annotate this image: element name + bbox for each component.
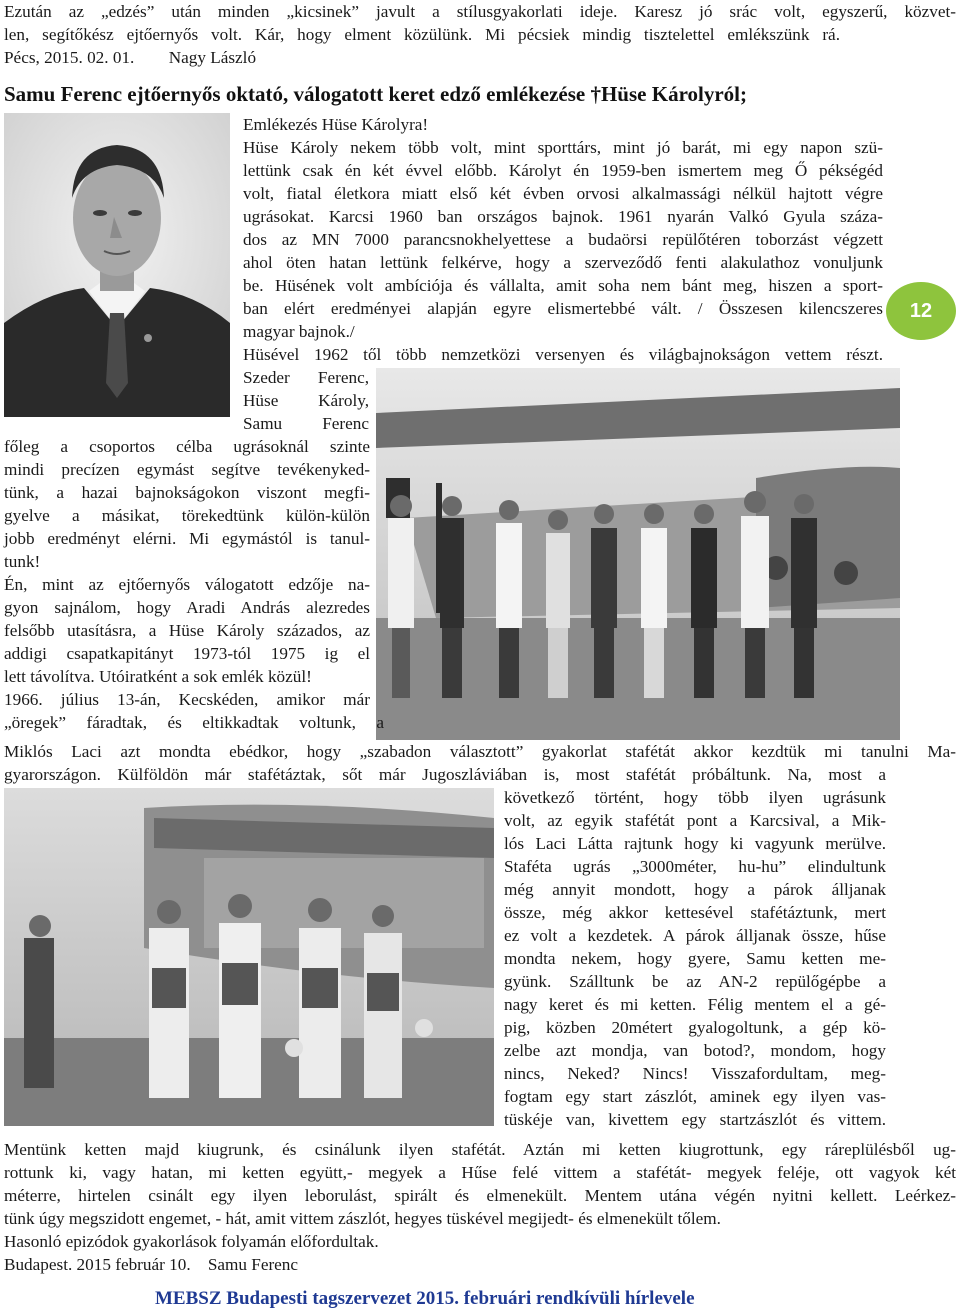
text-line: 1966. július 13-án, Kecskéden, amikor már [4, 690, 370, 709]
text-line: tünk úgy megszidott engemet, - hát, amit vittem zászlót, hegyes tüskével megijedt- és elmenekült tőlem. [4, 1209, 721, 1228]
text-line: lett távolítva. Utóiratként a sok emlék közül! [4, 667, 312, 686]
text-line: Szeder Ferenc, [243, 368, 369, 387]
text-line: gyelve a másikat, törekedtünk külön-külön [4, 506, 370, 525]
text-line: addigi csapatkapitányt 1973-tól 1975 ig el [4, 644, 370, 663]
text-line: főleg a csoportos célba ugrásoknál szinte [4, 437, 370, 456]
text-line: jobb eredményt elérni. Mi egymástól is tanul- [4, 529, 370, 548]
group-photo-airplane [376, 368, 900, 740]
text-line: Hüsével 1962 től több nemzetközi versenyen és világbajnokságon vettem részt. [243, 345, 883, 364]
text-line: gyon sajnálom, hogy Aradi András alezredes [4, 598, 370, 617]
intro-line: Ezután az „edzés” után minden „kicsinek” javult a stílusgyakorlati ideje. Karesz jó srác volt, egyszerű, közvet- [4, 2, 956, 21]
text-line: tüskéje van, kivettem egy startzászlót és vittem. [504, 1110, 886, 1129]
text-line: Staféta ugrás „3000méter, hu-hu” elindultunk [504, 857, 886, 876]
page-number-badge: 12 [886, 282, 956, 340]
text-line: pig, közben 20métert gyalogoltunk, a gép kö- [504, 1018, 886, 1037]
newsletter-footer: MEBSZ Budapesti tagszervezet 2015. februári rendkívüli hírlevele [155, 1288, 695, 1309]
text-line: Hasonló epizódok gyakorlások folyamán előfordultak. [4, 1232, 379, 1251]
text-line: következő történt, hogy több ilyen ugrásunk [504, 788, 886, 807]
text-line: ahol öten hatan lettünk felkérve, hogy a szerveződő fenti alakulathoz vonuljunk [243, 253, 883, 272]
portrait-photo [4, 113, 230, 417]
text-line: Samu Ferenc [243, 414, 369, 433]
text-line: Hüse Károly nekem több volt, mint sporttárs, mint jó barát, mi egy napon szü- [243, 138, 883, 157]
intro-line: len, segítőkész ejtőernyős volt. Kár, hogy elment közülünk. Mi pécsiek mindig tisztelettel emlékszünk rá. [4, 25, 840, 44]
text-line: méterre, hirtelen csinált egy ilyen leborulást, spirált és elmenekült. Mentem utána végén nyitni kellett. Leérkez- [4, 1186, 956, 1205]
text-line: mindi precízen egymást segítve tevékenyked- [4, 460, 370, 479]
text-line: lós Laci Látta rajtunk hogy ki vagyunk merülve. [504, 834, 886, 853]
text-line: Mentünk ketten majd kiugrunk, és csinálunk ilyen stafétát. Aztán mi ketten kiugrottunk, egy ráreplülésből ug- [4, 1140, 956, 1159]
text-line: „öregek” fáradtak, és eltikkadtak voltunk, a [4, 713, 384, 732]
text-line: Emlékezés Hüse Károlyra! [243, 115, 429, 134]
text-line: még annyit mondott, hogy a párok álljanak [504, 880, 886, 899]
text-line: nincs, Neked? Nincs! Visszafordultam, meg- [504, 1064, 886, 1083]
text-line: ez volt a kezdetek. A párok álljanak össze, hűse [504, 926, 886, 945]
text-line: volt, fiatal életkora miatt első két évben orvosi alkalmassági nélkül hajtott végre [243, 184, 883, 203]
text-line: gyarországon. Külföldön már stafétáztak, sőt már Jugoszláviában is, most stafétát próbáltunk. Na, most a [4, 765, 886, 784]
text-line: zelbe azt mondja, van botod?, mondom, hogy [504, 1041, 886, 1060]
text-line: volt, az egyik stafétát pont a Karcsival, a Mik- [504, 811, 886, 830]
text-line: fogtam egy start zászlót, aminek egy ilyen vas- [504, 1087, 886, 1106]
intro-signature: Pécs, 2015. 02. 01. Nagy László [4, 48, 257, 67]
article-title: Samu Ferenc ejtőernyős oktató, válogatott keret edző emlékezése †Hüse Károlyról; [4, 82, 747, 106]
text-line: be. Hüsének volt ambíciója és vállalta, amit soha nem bánt meg, hiszen a sport- [243, 276, 883, 295]
text-line: Hüse Károly, [243, 391, 369, 410]
text-line: Én, mint az ejtőernyős válogatott edzője na- [4, 575, 370, 594]
text-line: nagy keret és mi ketten. Félig mentem el a gé- [504, 995, 886, 1014]
text-line: gyünk. Szálltunk be az AN-2 repülőgépbe a [504, 972, 886, 991]
text-line: dos az MN 7000 parancsnokhelyettese a budaörsi repülőtéren toborzást végzett [243, 230, 883, 249]
text-line: tunk! [4, 552, 41, 571]
text-line: tünk, a hazai bajnokságokon viszont megfi- [4, 483, 370, 502]
text-line: mondta nekem, hogy gyere, Samu ketten me- [504, 949, 886, 968]
signature-line: Budapest. 2015 február 10. Samu Ferenc [4, 1255, 299, 1274]
group-photo-parachutists [4, 788, 494, 1126]
text-line: rottunk ki, vagy hatan, mi ketten együtt,- megyek a Hűse felé vittem a stafétát- megyek feléje, ott vagyok két [4, 1163, 956, 1182]
text-line: ugrásokat. Karcsi 1960 ban országos bajnok. 1961 nyarán Valkó Gyula száza- [243, 207, 883, 226]
text-line: magyar bajnok./ [243, 322, 355, 341]
text-line: Miklós Laci azt mondta ebédkor, hogy „szabadon választott” gyakorlat stafétát akkor kezdtük mi tanulni Ma- [4, 742, 956, 761]
text-line: lettünk csak én két évvel előbb. Károlyt én 1959-ben ismertem meg Ő pékségéd [243, 161, 883, 180]
text-line: felsőbb utasításra, a Hüse Károly százados, az [4, 621, 370, 640]
text-line: ban elért eredményei alapján egyre elismertebbé vált. / Összesen kilencszeres [243, 299, 883, 318]
text-line: össze, még akkor kettesével stafétáztunk, mert [504, 903, 886, 922]
